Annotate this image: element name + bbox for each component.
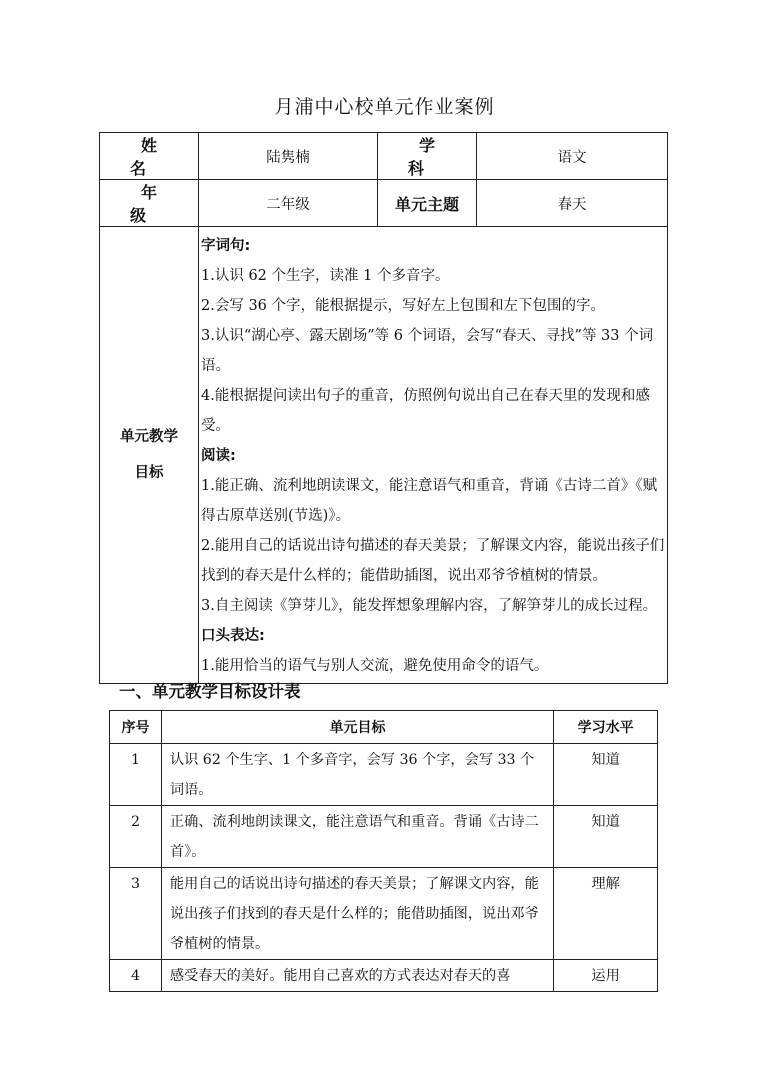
grade-value: 二年级 bbox=[199, 180, 378, 227]
goals-label-cell bbox=[100, 227, 199, 684]
header-num: 序号 bbox=[110, 711, 162, 744]
row-num: 4 bbox=[110, 960, 162, 992]
table-row bbox=[110, 960, 658, 992]
oral-item: 1.能用恰当的语气与别人交流，避免使用命令的语气。 bbox=[201, 658, 549, 674]
goals-label-line2: 目标 bbox=[134, 465, 164, 481]
table-row bbox=[110, 868, 658, 960]
section-heading: 一、单元教学目标设计表 bbox=[119, 682, 301, 701]
grade-label: 年 级 bbox=[130, 183, 218, 225]
row-goal: 认识 62 个生字、1 个多音字，会写 36 个字，会写 33 个词语。 bbox=[161, 744, 553, 806]
row-goal: 感受春天的美好。能用自己喜欢的方式表达对春天的喜 bbox=[161, 960, 553, 992]
goals-label-line1: 单元教学 bbox=[120, 429, 178, 445]
reading-item: 1.能正确、流利地朗读课文，能注意语气和重音，背诵《古诗二首》《赋得古原草送别(节选)》。 bbox=[201, 478, 658, 524]
words-item: 2.会写 36 个字，能根据提示，写好左上包围和左下包围的字。 bbox=[201, 298, 606, 314]
header-level: 学习水平 bbox=[554, 711, 658, 744]
design-table bbox=[109, 710, 658, 992]
row-goal: 正确、流利地朗读课文，能注意语气和重音。背诵《古诗二首》。 bbox=[161, 806, 553, 868]
words-item: 1.认识 62 个生字，读准 1 个多音字。 bbox=[201, 268, 450, 284]
row-level: 理解 bbox=[554, 868, 658, 960]
table-row bbox=[110, 806, 658, 868]
name-value: 陆隽楠 bbox=[199, 133, 378, 180]
reading-heading: 阅读: bbox=[201, 448, 236, 464]
row-num: 3 bbox=[110, 868, 162, 960]
theme-label: 单元主题 bbox=[378, 180, 477, 227]
subject-label: 学 科 bbox=[408, 136, 496, 178]
row-num: 1 bbox=[110, 744, 162, 806]
words-heading: 字词句: bbox=[201, 238, 251, 254]
subject-value: 语文 bbox=[477, 133, 668, 180]
words-item: 4.能根据提问读出句子的重音，仿照例句说出自己在春天里的发现和感受。 bbox=[201, 388, 650, 434]
subject-label-cell bbox=[378, 133, 496, 180]
words-item: 3.认识“湖心亭、露天剧场”等 6 个词语，会写“春天、寻找”等 33 个词语。 bbox=[201, 328, 654, 374]
row-level: 知道 bbox=[554, 744, 658, 806]
oral-heading: 口头表达: bbox=[201, 628, 265, 644]
info-table bbox=[99, 132, 668, 684]
name-label: 姓 名 bbox=[130, 136, 218, 178]
header-goal: 单元目标 bbox=[161, 711, 553, 744]
theme-value: 春天 bbox=[477, 180, 668, 227]
reading-item: 2.能用自己的话说出诗句描述的春天美景；了解课文内容，能说出孩子们找到的春天是什么样的；能借助插图，说出邓爷爷植树的情景。 bbox=[201, 538, 665, 584]
page-title: 月浦中心校单元作业案例 bbox=[274, 96, 495, 118]
row-goal: 能用自己的话说出诗句描述的春天美景；了解课文内容，能说出孩子们找到的春天是什么样的；能借助插图，说出邓爷爷植树的情景。 bbox=[161, 868, 553, 960]
row-level: 知道 bbox=[554, 806, 658, 868]
reading-item: 3.自主阅读《笋芽儿》，能发挥想象理解内容，了解笋芽儿的成长过程。 bbox=[201, 598, 658, 614]
goals-content bbox=[199, 227, 668, 684]
table-row bbox=[110, 744, 658, 806]
row-level: 运用 bbox=[554, 960, 658, 992]
grade-label-cell bbox=[100, 180, 218, 227]
row-num: 2 bbox=[110, 806, 162, 868]
name-label-cell bbox=[100, 133, 218, 180]
